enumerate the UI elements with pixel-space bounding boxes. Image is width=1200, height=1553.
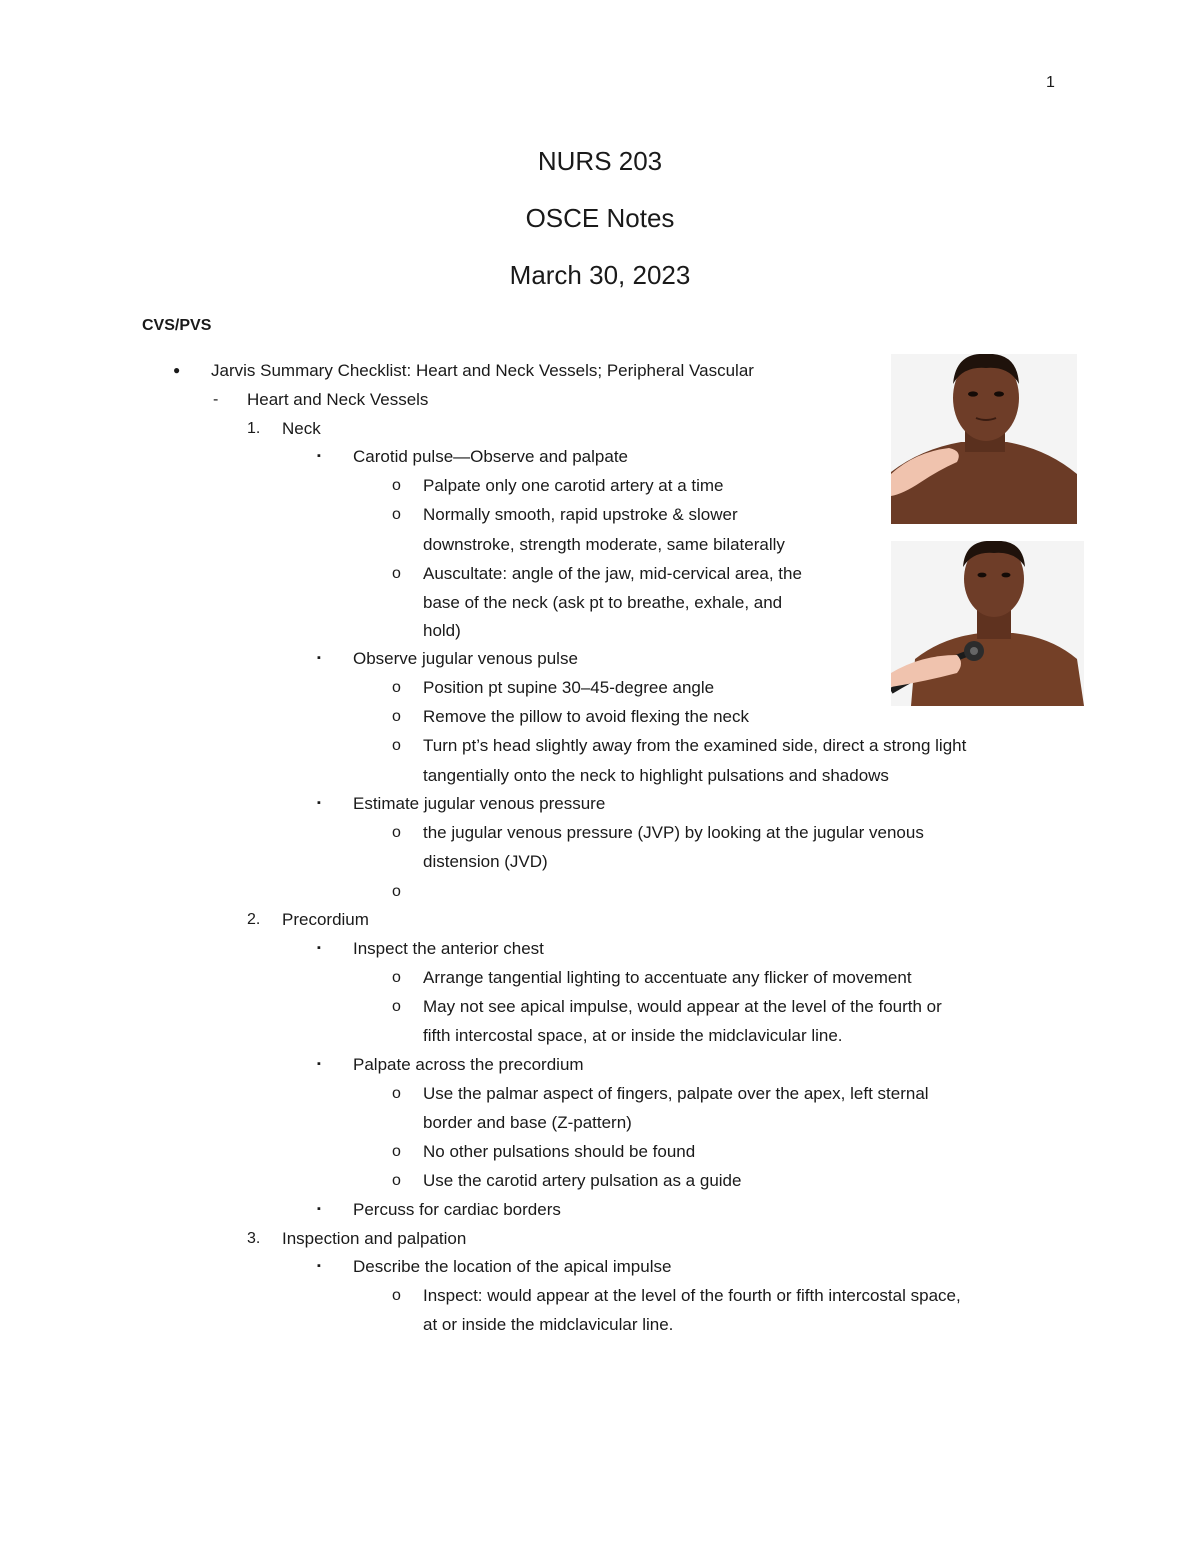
circle-marker: o <box>392 565 401 582</box>
square-marker: ▪ <box>317 797 321 809</box>
circle-marker: o <box>392 1287 401 1304</box>
jvp-estimate-item: Estimate jugular venous pressure <box>353 794 606 813</box>
dash-marker: - <box>213 391 219 408</box>
carotid-sub-c2: base of the neck (ask pt to breathe, exhale, and <box>423 593 783 612</box>
carotid-auscultation-photo <box>891 541 1084 706</box>
palpate-sub-a1: Use the palmar aspect of fingers, palpate over the apex, left sternal <box>423 1084 929 1103</box>
precordium-heading: Precordium <box>282 910 369 929</box>
carotid-sub-b1: Normally smooth, rapid upstroke & slower <box>423 505 738 524</box>
jvp-estimate-sub-a2: distension (JVD) <box>423 852 548 871</box>
circle-marker: o <box>392 679 401 696</box>
carotid-sub-c1: Auscultate: angle of the jaw, mid-cervical area, the <box>423 564 802 583</box>
square-marker: ▪ <box>317 1058 321 1070</box>
jvp-estimate-sub-a1: the jugular venous pressure (JVP) by looking at the jugular venous <box>423 823 924 842</box>
inspection-palpation-heading: Inspection and palpation <box>282 1229 467 1248</box>
circle-marker: o <box>392 969 401 986</box>
circle-marker: o <box>392 477 401 494</box>
document-title: OSCE Notes <box>525 203 675 233</box>
section-heading: CVS/PVS <box>142 317 212 334</box>
jvp-sub-c2: tangentially onto the neck to highlight pulsations and shadows <box>423 766 889 785</box>
heart-neck-heading: Heart and Neck Vessels <box>247 390 429 409</box>
palpate-sub-c: Use the carotid artery pulsation as a guide <box>423 1171 742 1190</box>
apical-sub-a1: Inspect: would appear at the level of the fourth or fifth intercostal space, <box>423 1286 961 1305</box>
inspect-chest-item: Inspect the anterior chest <box>353 939 544 958</box>
page-number: 1 <box>1046 74 1055 91</box>
palpate-sub-b: No other pulsations should be found <box>423 1142 696 1161</box>
document-date: March 30, 2023 <box>509 260 691 290</box>
square-marker: ▪ <box>317 1260 321 1272</box>
number-marker: 1. <box>247 420 261 437</box>
circle-marker: o <box>392 1172 401 1189</box>
jvp-sub-b: Remove the pillow to avoid flexing the neck <box>423 707 750 726</box>
square-marker: ▪ <box>317 652 321 664</box>
carotid-palpation-photo <box>891 354 1077 524</box>
palpate-item: Palpate across the precordium <box>353 1055 584 1074</box>
neck-heading: Neck <box>282 419 321 438</box>
number-marker: 3. <box>247 1230 261 1247</box>
apical-item: Describe the location of the apical impulse <box>353 1257 672 1276</box>
circle-marker: o <box>392 1085 401 1102</box>
checklist-item: Jarvis Summary Checklist: Heart and Neck Vessels; Peripheral Vascular <box>211 361 754 380</box>
square-marker: ▪ <box>317 450 321 462</box>
palpate-sub-a2: border and base (Z-pattern) <box>423 1113 632 1132</box>
bullet-marker: ● <box>173 363 181 377</box>
circle-marker: o <box>392 708 401 725</box>
circle-marker: o <box>392 824 401 841</box>
circle-marker: o <box>392 737 401 754</box>
circle-marker: o <box>392 506 401 523</box>
jvp-sub-a: Position pt supine 30–45-degree angle <box>423 678 715 697</box>
carotid-sub-b2: downstroke, strength moderate, same bilaterally <box>423 535 785 554</box>
carotid-sub-a: Palpate only one carotid artery at a time <box>423 476 724 495</box>
inspect-sub-b1: May not see apical impulse, would appear at the level of the fourth or <box>423 997 942 1016</box>
circle-marker: o <box>392 1143 401 1160</box>
carotid-item: Carotid pulse—Observe and palpate <box>353 447 628 466</box>
carotid-sub-c3: hold) <box>423 621 461 640</box>
square-marker: ▪ <box>317 1203 321 1215</box>
jvp-sub-c1: Turn pt’s head slightly away from the examined side, direct a strong light <box>423 736 967 755</box>
inspect-sub-a: Arrange tangential lighting to accentuate any flicker of movement <box>423 968 912 987</box>
inspect-sub-b2: fifth intercostal space, at or inside the midclavicular line. <box>423 1026 843 1045</box>
apical-sub-a2: at or inside the midclavicular line. <box>423 1315 674 1334</box>
square-marker: ▪ <box>317 942 321 954</box>
course-title: NURS 203 <box>537 146 663 176</box>
circle-marker-empty: o <box>392 883 401 900</box>
jvp-observe-item: Observe jugular venous pulse <box>353 649 578 668</box>
circle-marker: o <box>392 998 401 1015</box>
number-marker: 2. <box>247 911 261 928</box>
percuss-item: Percuss for cardiac borders <box>353 1200 561 1219</box>
